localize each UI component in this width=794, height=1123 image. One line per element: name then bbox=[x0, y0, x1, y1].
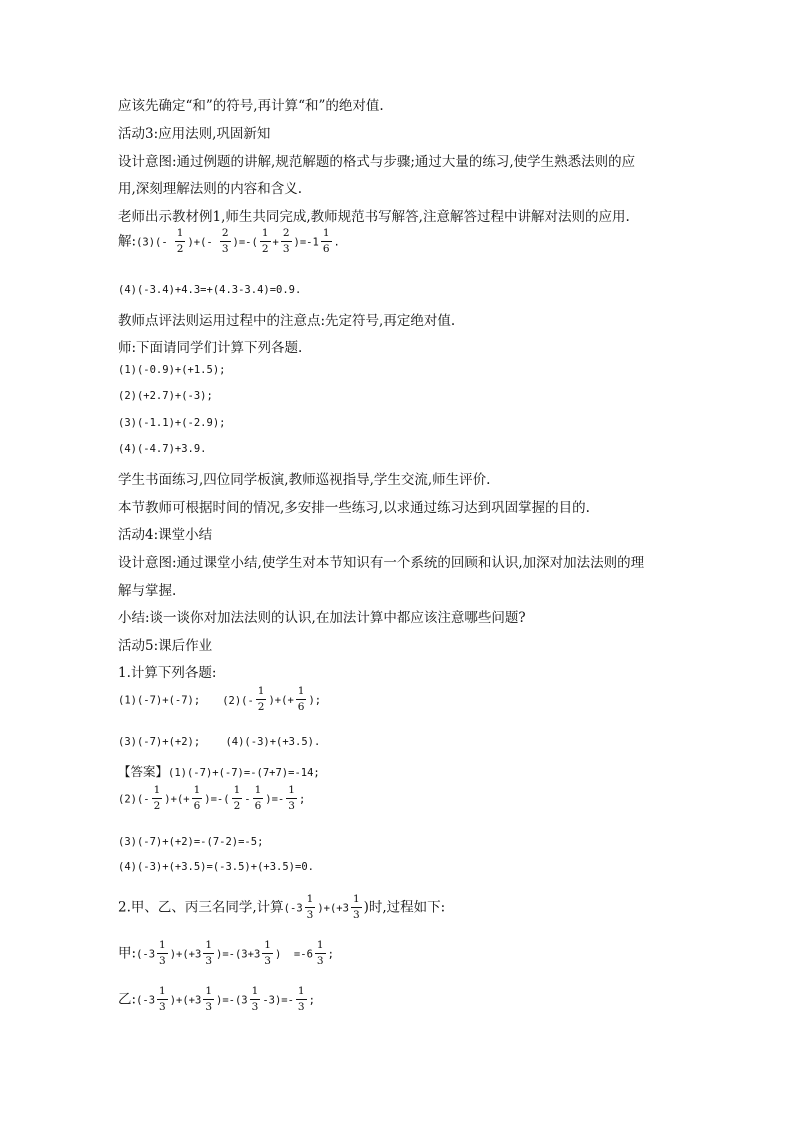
eq-text: -3)=- bbox=[262, 994, 294, 1007]
fraction bbox=[351, 894, 362, 920]
solution-equation bbox=[118, 228, 340, 254]
fraction bbox=[192, 785, 203, 811]
fraction bbox=[296, 986, 307, 1012]
question-text: )时,过程如下: bbox=[363, 899, 446, 916]
denominator: 3 bbox=[306, 908, 314, 921]
answer-line-1 bbox=[118, 761, 320, 780]
denominator: 3 bbox=[352, 908, 360, 921]
eq-text: (3)(- bbox=[136, 236, 168, 249]
eq-text: ) =-6 bbox=[274, 948, 313, 961]
eq-text: )+(+ bbox=[164, 793, 190, 806]
denominator: 2 bbox=[176, 242, 184, 255]
fraction bbox=[286, 785, 297, 811]
fraction bbox=[321, 228, 332, 254]
numerator: 1 bbox=[157, 986, 168, 1000]
fraction bbox=[253, 785, 264, 811]
eq-text: - bbox=[244, 793, 251, 806]
numerator: 1 bbox=[203, 940, 214, 954]
eq-text: (1)(-7)+(-7)=-(7+7)=-14; bbox=[168, 767, 320, 779]
jia-label: 甲: bbox=[118, 945, 137, 962]
text-line: 用,深刻理解法则的内容和含义. bbox=[118, 181, 303, 197]
fraction bbox=[281, 228, 292, 254]
fraction bbox=[305, 894, 316, 920]
eq-text: )=- bbox=[265, 793, 285, 806]
eq-text: ; bbox=[327, 948, 334, 961]
eq-text: (2)(- bbox=[222, 694, 254, 707]
numerator: 1 bbox=[175, 228, 186, 242]
numerator: 1 bbox=[250, 986, 261, 1000]
eq-text: )=-1 bbox=[293, 236, 319, 249]
answer-line-3: (3)(-7)+(+2)=-(7-2)=-5; bbox=[118, 836, 264, 848]
numerator: 1 bbox=[260, 228, 271, 242]
fraction bbox=[175, 228, 186, 254]
activity-4-heading: 活动4:课堂小结 bbox=[118, 527, 213, 543]
denominator: 2 bbox=[257, 700, 265, 713]
numerator: 2 bbox=[220, 228, 231, 242]
text-line: 设计意图:通过课堂小结,使学生对本节知识有一个系统的回顾和认识,加深对加法法则的理 bbox=[118, 555, 645, 571]
yi-process bbox=[118, 986, 315, 1012]
answer-line-4: (4)(-3)+(+3.5)=(-3.5)+(+3.5)=0. bbox=[118, 861, 314, 873]
fraction bbox=[152, 785, 163, 811]
practice-2: (2)(+2.7)+(-3); bbox=[118, 390, 213, 402]
eq-text: ); bbox=[308, 694, 322, 707]
fraction bbox=[157, 986, 168, 1012]
question-2 bbox=[118, 894, 445, 920]
eq-text: ; bbox=[308, 994, 315, 1007]
answer-label: 【答案】 bbox=[118, 764, 169, 779]
example-4: (4)(-3.4)+4.3=+(4.3-3.4)=0.9. bbox=[118, 284, 302, 296]
eq-text: )+(+3 bbox=[169, 948, 202, 961]
practice-4: (4)(-4.7)+3.9. bbox=[118, 443, 207, 455]
numerator: 1 bbox=[262, 940, 273, 954]
text-line: 教师点评法则运用过程中的注意点:先定符号,再定绝对值. bbox=[118, 313, 456, 329]
numerator: 1 bbox=[296, 686, 307, 700]
eq-text: )=-( bbox=[232, 236, 258, 249]
denominator: 6 bbox=[297, 700, 305, 713]
denominator: 3 bbox=[205, 1000, 213, 1013]
fraction bbox=[260, 228, 271, 254]
eq-text: (2)(- bbox=[118, 793, 150, 806]
denominator: 2 bbox=[153, 799, 161, 812]
denominator: 3 bbox=[288, 799, 295, 812]
eq-text: )+(+ bbox=[268, 694, 294, 707]
eq-text: ; bbox=[298, 793, 306, 806]
numerator: 1 bbox=[315, 940, 326, 954]
practice-3: (3)(-1.1)+(-2.9); bbox=[118, 417, 226, 429]
eq-text: )+(+3 bbox=[169, 994, 202, 1007]
fraction bbox=[315, 940, 326, 966]
fraction bbox=[157, 940, 168, 966]
denominator: 6 bbox=[322, 242, 330, 255]
eq-text: (-3 bbox=[136, 994, 156, 1007]
numerator: 1 bbox=[305, 894, 316, 908]
eq-text: (-3 bbox=[136, 948, 156, 961]
eq-text: (-3 bbox=[283, 902, 303, 915]
jia-process bbox=[118, 940, 334, 966]
text-line: 小结:谈一谈你对加法法则的认识,在加法计算中都应该注意哪些问题? bbox=[118, 610, 526, 626]
denominator: 3 bbox=[264, 954, 271, 967]
denominator: 6 bbox=[254, 799, 262, 812]
numerator: 2 bbox=[281, 228, 292, 242]
eq-text: )+(- bbox=[187, 236, 213, 249]
eq-text: )=-(3 bbox=[216, 994, 248, 1007]
fraction bbox=[256, 686, 267, 712]
fraction bbox=[220, 228, 231, 254]
numerator: 1 bbox=[321, 228, 332, 242]
fraction bbox=[250, 986, 261, 1012]
eq-text: (1)(-7)+(-7); bbox=[118, 694, 201, 707]
numerator: 1 bbox=[286, 785, 297, 799]
denominator: 3 bbox=[297, 1000, 305, 1013]
denominator: 6 bbox=[193, 799, 201, 812]
fraction bbox=[232, 785, 243, 811]
denominator: 3 bbox=[159, 1000, 166, 1013]
eq-text: . bbox=[333, 236, 340, 249]
text-line: 师:下面请同学们计算下列各题. bbox=[118, 340, 303, 356]
text-line: 解与掌握. bbox=[118, 583, 177, 599]
denominator: 2 bbox=[261, 242, 269, 255]
fraction bbox=[203, 986, 214, 1012]
activity-5-heading: 活动5:课后作业 bbox=[118, 638, 213, 654]
fraction bbox=[262, 940, 273, 966]
eq-text: + bbox=[272, 236, 279, 249]
answer-line-2 bbox=[118, 785, 305, 811]
denominator: 3 bbox=[316, 954, 324, 967]
numerator: 1 bbox=[351, 894, 362, 908]
text-line: 本节教师可根据时间的情况,多安排一些练习,以求通过练习达到巩固掌握的目的. bbox=[118, 500, 590, 516]
homework-line-1 bbox=[118, 686, 321, 712]
denominator: 3 bbox=[205, 954, 213, 967]
solution-prefix: 解: bbox=[118, 233, 137, 250]
homework-line-2: (3)(-7)+(+2); (4)(-3)+(+3.5). bbox=[118, 736, 321, 748]
yi-label: 乙: bbox=[118, 991, 137, 1008]
denominator: 3 bbox=[282, 242, 290, 255]
fraction bbox=[296, 686, 307, 712]
numerator: 1 bbox=[296, 986, 307, 1000]
eq-text: )=-(3+3 bbox=[216, 948, 261, 961]
text-line: 应该先确定“和”的符号,再计算“和”的绝对值. bbox=[118, 98, 384, 114]
eq-text: )=-( bbox=[204, 793, 230, 806]
numerator: 1 bbox=[152, 785, 163, 799]
text-line: 老师出示教材例1,师生共同完成,教师规范书写解答,注意解答过程中讲解对法则的应用. bbox=[118, 209, 630, 225]
practice-1: (1)(-0.9)+(+1.5); bbox=[118, 364, 226, 376]
question-text: 2.甲、乙、丙三名同学,计算 bbox=[118, 899, 284, 916]
numerator: 1 bbox=[256, 686, 267, 700]
denominator: 3 bbox=[251, 1000, 259, 1013]
denominator: 3 bbox=[159, 954, 166, 967]
fraction bbox=[203, 940, 214, 966]
text-line: 设计意图:通过例题的讲解,规范解题的格式与步骤;通过大量的练习,使学生熟悉法则的应 bbox=[118, 154, 636, 170]
activity-3-heading: 活动3:应用法则,巩固新知 bbox=[118, 126, 271, 142]
numerator: 1 bbox=[203, 986, 214, 1000]
denominator: 3 bbox=[221, 242, 229, 255]
numerator: 1 bbox=[253, 785, 264, 799]
denominator: 2 bbox=[233, 799, 241, 812]
numerator: 1 bbox=[157, 940, 168, 954]
numerator: 1 bbox=[232, 785, 243, 799]
eq-text: )+(+3 bbox=[317, 902, 349, 915]
text-line: 1.计算下列各题: bbox=[118, 665, 217, 681]
text-line: 学生书面练习,四位同学板演,教师巡视指导,学生交流,师生评价. bbox=[118, 472, 491, 488]
numerator: 1 bbox=[192, 785, 203, 799]
